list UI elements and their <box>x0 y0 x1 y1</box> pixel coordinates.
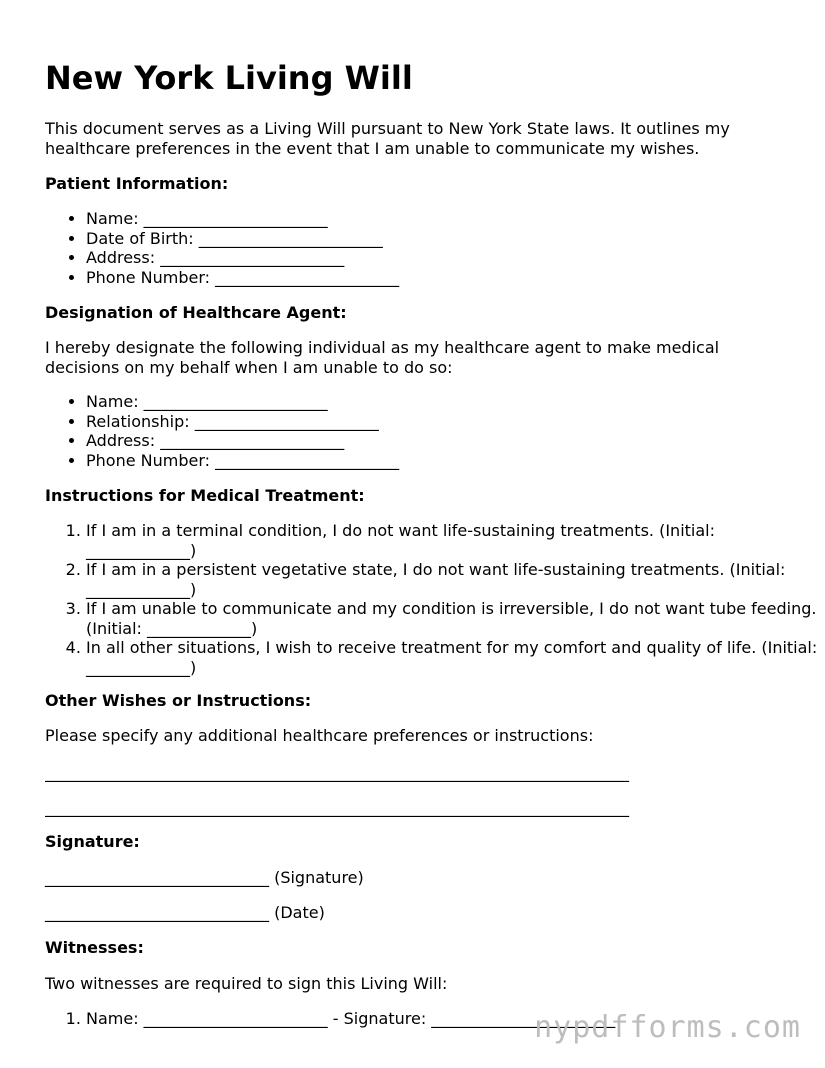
treatment-heading: Instructions for Medical Treatment: <box>45 486 365 505</box>
watermark: nypdfforms.com <box>534 1010 801 1045</box>
witnesses-paragraph: Two witnesses are required to sign this Living Will: <box>45 974 448 993</box>
intro-paragraph: This document serves as a Living Will pursuant to New York State laws. It outlines my healthcare preferences in the event that I am unable to communicate my wishes. <box>45 119 730 158</box>
patient-name-field: • Name: _______________________ <box>86 209 825 229</box>
document-title: New York Living Will <box>45 59 413 97</box>
patient-info-list <box>45 209 825 287</box>
signature-line: ____________________________ (Signature) <box>45 868 364 887</box>
patient-dob-field: • Date of Birth: _______________________ <box>86 229 825 249</box>
witnesses-heading: Witnesses: <box>45 938 144 957</box>
treatment-item-tube-feeding: 3. If I am unable to communicate and my condition is irreversible, I do not want tube feeding. (Initial: _____________) <box>86 599 825 638</box>
agent-name-field: • Name: _______________________ <box>86 392 825 412</box>
agent-relationship-field: • Relationship: _______________________ <box>86 412 825 432</box>
treatment-item-terminal: 1. If I am in a terminal condition, I do not want life-sustaining treatments. (Initial: _____________) <box>86 521 825 560</box>
treatment-item-vegetative: 2. If I am in a persistent vegetative state, I do not want life-sustaining treatments. (Initial: _____________) <box>86 560 825 599</box>
agent-heading: Designation of Healthcare Agent: <box>45 303 347 322</box>
other-wishes-line-1: _________________________________________________________________________ <box>45 763 629 782</box>
patient-address-field: • Address: _______________________ <box>86 248 825 268</box>
witness-item-1: 1. Name: _______________________ - Signature: _______________________ <box>86 1009 825 1029</box>
agent-info-list <box>45 392 825 470</box>
agent-paragraph: I hereby designate the following individual as my healthcare agent to make medical decisions on my behalf when I am unable to do so: <box>45 338 720 377</box>
treatment-item-comfort: 4. In all other situations, I wish to receive treatment for my comfort and quality of life. (Initial: _____________) <box>86 638 825 677</box>
treatment-list <box>45 521 825 677</box>
other-wishes-line-2: _________________________________________________________________________ <box>45 798 629 817</box>
other-wishes-paragraph: Please specify any additional healthcare preferences or instructions: <box>45 726 594 745</box>
agent-phone-field: • Phone Number: _______________________ <box>86 451 825 471</box>
other-wishes-heading: Other Wishes or Instructions: <box>45 691 312 710</box>
date-line: ____________________________ (Date) <box>45 903 325 922</box>
patient-phone-field: • Phone Number: _______________________ <box>86 268 825 288</box>
agent-address-field: • Address: _______________________ <box>86 431 825 451</box>
signature-heading: Signature: <box>45 832 140 851</box>
patient-info-heading: Patient Information: <box>45 174 229 193</box>
